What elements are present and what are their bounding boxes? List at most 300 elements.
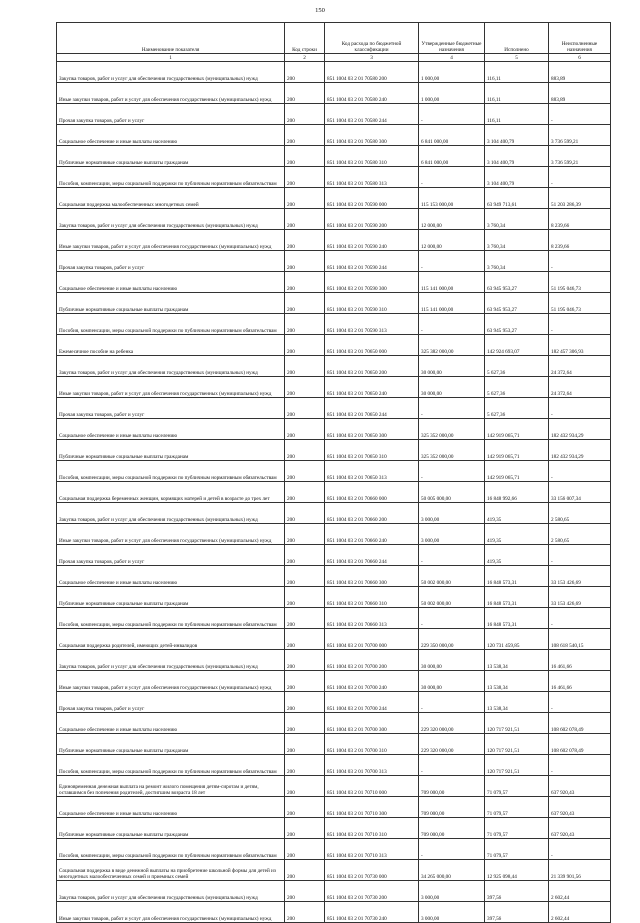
row-executed-cell: 63 949 713,61 — [485, 188, 549, 209]
row-executed-cell: 16 848 573,31 — [485, 566, 549, 587]
row-approved-cell: 3 000,00 — [419, 881, 485, 902]
table-row — [57, 692, 611, 713]
row-expense-code-cell: 851 1004 03 2 01 70660 244 — [325, 545, 419, 566]
row-approved-cell: 1 000,00 — [419, 62, 485, 83]
row-expense-code-cell: 851 1004 03 2 01 70580 310 — [325, 146, 419, 167]
row-line-code-cell: 200 — [285, 503, 325, 524]
row-approved-cell: 229 320 000,00 — [419, 713, 485, 734]
row-line-code-cell: 200 — [285, 587, 325, 608]
header-executed: Исполнено — [485, 23, 549, 54]
row-expense-code-cell: 851 1004 03 2 01 70710 300 — [325, 797, 419, 818]
row-executed-cell: 71 079,57 — [485, 818, 549, 839]
row-unexecuted-cell: 24 372,64 — [549, 356, 611, 377]
row-line-code-cell: 200 — [285, 251, 325, 272]
row-expense-code-cell: 851 1004 03 2 01 70710 313 — [325, 839, 419, 860]
row-executed-cell: 120 717 921,51 — [485, 713, 549, 734]
row-executed-cell: 120 731 459,85 — [485, 629, 549, 650]
row-line-code-cell: 200 — [285, 902, 325, 923]
row-unexecuted-cell: - — [549, 314, 611, 335]
row-line-code-cell: 200 — [285, 461, 325, 482]
row-name-cell: Прочая закупка товаров, работ и услуг — [57, 251, 285, 272]
row-executed-cell: 419,35 — [485, 503, 549, 524]
table-row — [57, 272, 611, 293]
row-unexecuted-cell: 2 580,65 — [549, 503, 611, 524]
table-row — [57, 713, 611, 734]
table-row — [57, 524, 611, 545]
row-expense-code-cell: 851 1004 03 2 01 70710 000 — [325, 776, 419, 797]
row-line-code-cell: 200 — [285, 125, 325, 146]
row-name-cell: Закупка товаров, работ и услуг для обеспечения государственных (муниципальных) нужд — [57, 650, 285, 671]
table-row — [57, 461, 611, 482]
row-expense-code-cell: 851 1004 03 2 01 70590 200 — [325, 209, 419, 230]
row-name-cell: Иные закупки товаров, работ и услуг для обеспечения государственных (муниципальных) нужд — [57, 230, 285, 251]
table-row — [57, 608, 611, 629]
row-approved-cell: 30 000,00 — [419, 650, 485, 671]
row-name-cell: Иные закупки товаров, работ и услуг для обеспечения государственных (муниципальных) нужд — [57, 83, 285, 104]
row-line-code-cell: 200 — [285, 860, 325, 881]
row-approved-cell: 229 350 000,00 — [419, 629, 485, 650]
table-row — [57, 146, 611, 167]
header-approved: Утвержденные бюджетные назначения — [419, 23, 485, 54]
row-line-code-cell: 200 — [285, 755, 325, 776]
row-executed-cell: 63 945 953,27 — [485, 272, 549, 293]
row-unexecuted-cell: 3 736 599,21 — [549, 125, 611, 146]
row-name-cell: Социальное обеспечение и иные выплаты населению — [57, 797, 285, 818]
row-executed-cell: 419,35 — [485, 545, 549, 566]
row-name-cell: Закупка товаров, работ и услуг для обеспечения государственных (муниципальных) нужд — [57, 356, 285, 377]
row-unexecuted-cell: 108 602 078,49 — [549, 734, 611, 755]
row-name-cell: Иные закупки товаров, работ и услуг для обеспечения государственных (муниципальных) нужд — [57, 377, 285, 398]
row-unexecuted-cell: 182 432 934,29 — [549, 419, 611, 440]
table-row — [57, 839, 611, 860]
row-unexecuted-cell: 883,89 — [549, 83, 611, 104]
budget-report-table — [56, 22, 611, 923]
row-executed-cell: 3 760,34 — [485, 230, 549, 251]
row-expense-code-cell: 851 1004 03 2 01 70700 244 — [325, 692, 419, 713]
row-line-code-cell: 200 — [285, 545, 325, 566]
row-line-code-cell: 200 — [285, 671, 325, 692]
row-approved-cell: 50 005 000,00 — [419, 482, 485, 503]
row-name-cell: Пособия, компенсации, меры социальной поддержки по публичным нормативным обязательствам — [57, 461, 285, 482]
row-approved-cell: - — [419, 755, 485, 776]
row-name-cell: Публичные нормативные социальные выплаты гражданам — [57, 818, 285, 839]
row-unexecuted-cell: 2 602,44 — [549, 881, 611, 902]
row-line-code-cell: 200 — [285, 482, 325, 503]
row-executed-cell: 16 848 992,66 — [485, 482, 549, 503]
row-line-code-cell: 200 — [285, 188, 325, 209]
table-row — [57, 650, 611, 671]
row-approved-cell: 50 002 000,00 — [419, 587, 485, 608]
row-line-code-cell: 200 — [285, 524, 325, 545]
row-approved-cell: - — [419, 104, 485, 125]
table-row — [57, 104, 611, 125]
row-expense-code-cell: 851 1004 03 2 01 70650 244 — [325, 398, 419, 419]
row-executed-cell: 120 717 921,51 — [485, 734, 549, 755]
table-row — [57, 314, 611, 335]
table-row — [57, 356, 611, 377]
row-name-cell: Прочая закупка товаров, работ и услуг — [57, 104, 285, 125]
row-expense-code-cell: 851 1004 03 2 01 70590 000 — [325, 188, 419, 209]
row-unexecuted-cell: 2 580,65 — [549, 524, 611, 545]
row-unexecuted-cell: - — [549, 398, 611, 419]
row-approved-cell: 709 000,00 — [419, 797, 485, 818]
row-approved-cell: - — [419, 839, 485, 860]
row-name-cell: Публичные нормативные социальные выплаты гражданам — [57, 293, 285, 314]
row-executed-cell: 13 538,34 — [485, 692, 549, 713]
table-row — [57, 671, 611, 692]
table-row — [57, 503, 611, 524]
row-line-code-cell: 200 — [285, 146, 325, 167]
row-approved-cell: - — [419, 545, 485, 566]
row-line-code-cell: 200 — [285, 62, 325, 83]
row-expense-code-cell: 851 1004 03 2 01 70580 313 — [325, 167, 419, 188]
row-approved-cell: 3 000,00 — [419, 524, 485, 545]
row-unexecuted-cell: 33 156 007,34 — [549, 482, 611, 503]
row-line-code-cell: 200 — [285, 440, 325, 461]
row-expense-code-cell: 851 1004 03 2 01 70700 300 — [325, 713, 419, 734]
row-expense-code-cell: 851 1004 03 2 01 70650 300 — [325, 419, 419, 440]
page-number: 150 — [315, 7, 325, 14]
row-line-code-cell: 200 — [285, 713, 325, 734]
row-executed-cell: 63 945 953,27 — [485, 293, 549, 314]
row-expense-code-cell: 851 1004 03 2 01 70700 200 — [325, 650, 419, 671]
row-expense-code-cell: 851 1004 03 2 01 70700 310 — [325, 734, 419, 755]
row-expense-code-cell: 851 1004 03 2 01 70590 310 — [325, 293, 419, 314]
row-unexecuted-cell: - — [549, 839, 611, 860]
column-number: 2 — [285, 54, 325, 62]
row-approved-cell: 30 000,00 — [419, 377, 485, 398]
row-approved-cell: - — [419, 608, 485, 629]
row-executed-cell: 5 627,36 — [485, 398, 549, 419]
row-expense-code-cell: 851 1004 03 2 01 70650 240 — [325, 377, 419, 398]
row-approved-cell: 325 352 000,00 — [419, 419, 485, 440]
row-expense-code-cell: 851 1004 03 2 01 70590 240 — [325, 230, 419, 251]
row-approved-cell: 3 000,00 — [419, 902, 485, 923]
row-executed-cell: 419,35 — [485, 524, 549, 545]
row-approved-cell: 115 153 000,00 — [419, 188, 485, 209]
row-approved-cell: 709 000,00 — [419, 776, 485, 797]
row-unexecuted-cell: 182 432 934,29 — [549, 440, 611, 461]
row-executed-cell: 142 924 693,07 — [485, 335, 549, 356]
row-expense-code-cell: 851 1004 03 2 01 70590 313 — [325, 314, 419, 335]
row-line-code-cell: 200 — [285, 629, 325, 650]
row-unexecuted-cell: 21 339 901,56 — [549, 860, 611, 881]
row-approved-cell: 325 352 000,00 — [419, 440, 485, 461]
column-number: 1 — [57, 54, 285, 62]
row-line-code-cell: 200 — [285, 776, 325, 797]
row-expense-code-cell: 851 1004 03 2 01 70650 313 — [325, 461, 419, 482]
row-line-code-cell: 200 — [285, 356, 325, 377]
row-approved-cell: 30 000,00 — [419, 356, 485, 377]
row-name-cell: Закупка товаров, работ и услуг для обеспечения государственных (муниципальных) нужд — [57, 881, 285, 902]
row-executed-cell: 142 919 065,71 — [485, 419, 549, 440]
row-expense-code-cell: 851 1004 03 2 01 70650 200 — [325, 356, 419, 377]
row-line-code-cell: 200 — [285, 230, 325, 251]
row-line-code-cell: 200 — [285, 881, 325, 902]
row-name-cell: Социальное обеспечение и иные выплаты населению — [57, 566, 285, 587]
row-line-code-cell: 200 — [285, 839, 325, 860]
header-unexecuted: Неисполненные назначения — [549, 23, 611, 54]
row-executed-cell: 116,11 — [485, 62, 549, 83]
row-executed-cell: 71 079,57 — [485, 776, 549, 797]
row-unexecuted-cell: - — [549, 461, 611, 482]
row-unexecuted-cell: 637 920,43 — [549, 818, 611, 839]
row-approved-cell: - — [419, 461, 485, 482]
row-expense-code-cell: 851 1004 03 2 01 70660 310 — [325, 587, 419, 608]
row-approved-cell: 6 841 000,00 — [419, 146, 485, 167]
row-expense-code-cell: 851 1004 03 2 01 70700 000 — [325, 629, 419, 650]
row-unexecuted-cell: 108 618 540,15 — [549, 629, 611, 650]
row-unexecuted-cell: 33 153 426,69 — [549, 566, 611, 587]
row-line-code-cell: 200 — [285, 167, 325, 188]
row-approved-cell: 325 382 000,00 — [419, 335, 485, 356]
row-name-cell: Публичные нормативные социальные выплаты гражданам — [57, 734, 285, 755]
row-expense-code-cell: 851 1004 03 2 01 70660 240 — [325, 524, 419, 545]
table-row — [57, 62, 611, 83]
row-line-code-cell: 200 — [285, 272, 325, 293]
table-row — [57, 734, 611, 755]
row-executed-cell: 12 925 098,44 — [485, 860, 549, 881]
column-number: 6 — [549, 54, 611, 62]
row-line-code-cell: 200 — [285, 419, 325, 440]
table-row — [57, 293, 611, 314]
row-executed-cell: 120 717 921,51 — [485, 755, 549, 776]
row-expense-code-cell: 851 1004 03 2 01 70660 000 — [325, 482, 419, 503]
row-line-code-cell: 200 — [285, 83, 325, 104]
row-executed-cell: 71 079,57 — [485, 839, 549, 860]
row-name-cell: Пособия, компенсации, меры социальной поддержки по публичным нормативным обязательствам — [57, 755, 285, 776]
table-row — [57, 797, 611, 818]
row-approved-cell: 34 265 000,00 — [419, 860, 485, 881]
row-unexecuted-cell: 637 920,43 — [549, 797, 611, 818]
column-number: 5 — [485, 54, 549, 62]
row-unexecuted-cell: 182 457 306,93 — [549, 335, 611, 356]
row-approved-cell: 6 841 000,00 — [419, 125, 485, 146]
table-row — [57, 83, 611, 104]
table-row — [57, 566, 611, 587]
table-row — [57, 188, 611, 209]
row-line-code-cell: 200 — [285, 398, 325, 419]
row-executed-cell: 116,11 — [485, 83, 549, 104]
header-expense-code: Код расхода по бюджетной классификации — [325, 23, 419, 54]
row-name-cell: Прочая закупка товаров, работ и услуг — [57, 398, 285, 419]
row-name-cell: Иные закупки товаров, работ и услуг для обеспечения государственных (муниципальных) нужд — [57, 671, 285, 692]
row-unexecuted-cell: 3 736 599,21 — [549, 146, 611, 167]
row-approved-cell: 30 000,00 — [419, 671, 485, 692]
table-row — [57, 629, 611, 650]
row-line-code-cell: 200 — [285, 818, 325, 839]
row-executed-cell: 397,56 — [485, 902, 549, 923]
row-executed-cell: 397,56 — [485, 881, 549, 902]
table-row — [57, 545, 611, 566]
row-line-code-cell: 200 — [285, 104, 325, 125]
row-executed-cell: 71 079,57 — [485, 797, 549, 818]
row-name-cell: Иные закупки товаров, работ и услуг для обеспечения государственных (муниципальных) нужд — [57, 524, 285, 545]
row-name-cell: Прочая закупка товаров, работ и услуг — [57, 545, 285, 566]
table-body — [57, 62, 611, 923]
row-unexecuted-cell: - — [549, 251, 611, 272]
table-row — [57, 167, 611, 188]
row-executed-cell: 5 627,36 — [485, 356, 549, 377]
row-unexecuted-cell: 16 461,66 — [549, 650, 611, 671]
header-line-code: Код строки — [285, 23, 325, 54]
row-expense-code-cell: 851 1004 03 2 01 70660 313 — [325, 608, 419, 629]
row-name-cell: Публичные нормативные социальные выплаты гражданам — [57, 587, 285, 608]
row-unexecuted-cell: 51 203 286,39 — [549, 188, 611, 209]
row-unexecuted-cell: - — [549, 608, 611, 629]
row-name-cell: Социальное обеспечение и иные выплаты населению — [57, 419, 285, 440]
table-row — [57, 419, 611, 440]
row-expense-code-cell: 851 1004 03 2 01 70730 200 — [325, 881, 419, 902]
row-name-cell: Социальное обеспечение и иные выплаты населению — [57, 125, 285, 146]
table-row — [57, 440, 611, 461]
row-expense-code-cell: 851 1004 03 2 01 70650 310 — [325, 440, 419, 461]
table-row — [57, 398, 611, 419]
row-line-code-cell: 200 — [285, 377, 325, 398]
row-name-cell: Единовременная денежная выплата на ремонт жилого помещения детям-сиротам и детям, оставшимся без попечения родителей, достигшим возраста 18 лет — [57, 776, 285, 797]
row-approved-cell: 12 000,00 — [419, 209, 485, 230]
row-expense-code-cell: 851 1004 03 2 01 70590 244 — [325, 251, 419, 272]
row-approved-cell: 3 000,00 — [419, 503, 485, 524]
row-line-code-cell: 200 — [285, 335, 325, 356]
row-name-cell: Публичные нормативные социальные выплаты гражданам — [57, 440, 285, 461]
column-number: 4 — [419, 54, 485, 62]
row-expense-code-cell: 851 1004 03 2 01 70700 240 — [325, 671, 419, 692]
row-unexecuted-cell: 637 920,43 — [549, 776, 611, 797]
row-line-code-cell: 200 — [285, 566, 325, 587]
row-approved-cell: 709 000,00 — [419, 818, 485, 839]
row-name-cell: Иные закупки товаров, работ и услуг для обеспечения государственных (муниципальных) нужд — [57, 902, 285, 923]
row-approved-cell: 229 320 000,00 — [419, 734, 485, 755]
row-name-cell: Социальная поддержка беременных женщин, кормящих матерей и детей в возрасте до трех лет — [57, 482, 285, 503]
table-row — [57, 209, 611, 230]
row-unexecuted-cell: 16 461,66 — [549, 671, 611, 692]
row-expense-code-cell: 851 1004 03 2 01 70730 000 — [325, 860, 419, 881]
table-row — [57, 377, 611, 398]
row-unexecuted-cell: 51 195 046,73 — [549, 272, 611, 293]
row-name-cell: Публичные нормативные социальные выплаты гражданам — [57, 146, 285, 167]
table-row — [57, 587, 611, 608]
row-approved-cell: 115 141 000,00 — [419, 293, 485, 314]
row-approved-cell: - — [419, 167, 485, 188]
row-line-code-cell: 200 — [285, 734, 325, 755]
table-row — [57, 881, 611, 902]
row-expense-code-cell: 851 1004 03 2 01 70650 000 — [325, 335, 419, 356]
table-row — [57, 230, 611, 251]
row-approved-cell: 12 000,00 — [419, 230, 485, 251]
row-unexecuted-cell: - — [549, 755, 611, 776]
table-row — [57, 755, 611, 776]
row-line-code-cell: 200 — [285, 650, 325, 671]
row-executed-cell: 63 945 953,27 — [485, 314, 549, 335]
row-executed-cell: 142 919 065,71 — [485, 461, 549, 482]
row-name-cell: Прочая закупка товаров, работ и услуг — [57, 692, 285, 713]
row-unexecuted-cell: 2 602,44 — [549, 902, 611, 923]
row-executed-cell: 3 104 400,79 — [485, 167, 549, 188]
row-unexecuted-cell: 51 195 046,73 — [549, 293, 611, 314]
row-approved-cell: - — [419, 398, 485, 419]
row-name-cell: Пособия, компенсации, меры социальной поддержки по публичным нормативным обязательствам — [57, 167, 285, 188]
row-expense-code-cell: 851 1004 03 2 01 70660 200 — [325, 503, 419, 524]
row-expense-code-cell: 851 1004 03 2 01 70580 200 — [325, 62, 419, 83]
row-approved-cell: - — [419, 692, 485, 713]
table-row — [57, 860, 611, 881]
row-name-cell: Пособия, компенсации, меры социальной поддержки по публичным нормативным обязательствам — [57, 608, 285, 629]
row-expense-code-cell: 851 1004 03 2 01 70590 300 — [325, 272, 419, 293]
row-approved-cell: - — [419, 251, 485, 272]
row-executed-cell: 142 919 065,71 — [485, 440, 549, 461]
table-row — [57, 776, 611, 797]
row-unexecuted-cell: - — [549, 692, 611, 713]
row-expense-code-cell: 851 1004 03 2 01 70710 310 — [325, 818, 419, 839]
row-expense-code-cell: 851 1004 03 2 01 70700 313 — [325, 755, 419, 776]
row-executed-cell: 3 760,34 — [485, 209, 549, 230]
row-line-code-cell: 200 — [285, 314, 325, 335]
row-approved-cell: 50 002 000,00 — [419, 566, 485, 587]
row-approved-cell: 115 141 000,00 — [419, 272, 485, 293]
row-line-code-cell: 200 — [285, 293, 325, 314]
column-number: 3 — [325, 54, 419, 62]
row-unexecuted-cell: - — [549, 167, 611, 188]
row-name-cell: Социальная поддержка в виде денежной выплаты на приобретение школьной формы для детей из многодетных малообеспеченных семей и приемных семей — [57, 860, 285, 881]
row-line-code-cell: 200 — [285, 209, 325, 230]
row-executed-cell: 116,11 — [485, 104, 549, 125]
row-approved-cell: - — [419, 314, 485, 335]
row-name-cell: Закупка товаров, работ и услуг для обеспечения государственных (муниципальных) нужд — [57, 209, 285, 230]
row-name-cell: Пособия, компенсации, меры социальной поддержки по публичным нормативным обязательствам — [57, 839, 285, 860]
row-expense-code-cell: 851 1004 03 2 01 70730 240 — [325, 902, 419, 923]
row-expense-code-cell: 851 1004 03 2 01 70580 300 — [325, 125, 419, 146]
table-row — [57, 335, 611, 356]
row-expense-code-cell: 851 1004 03 2 01 70660 300 — [325, 566, 419, 587]
row-unexecuted-cell: 8 239,66 — [549, 209, 611, 230]
row-expense-code-cell: 851 1004 03 2 01 70580 240 — [325, 83, 419, 104]
table-row — [57, 482, 611, 503]
row-name-cell: Пособия, компенсации, меры социальной поддержки по публичным нормативным обязательствам — [57, 314, 285, 335]
row-unexecuted-cell: 33 153 426,69 — [549, 587, 611, 608]
row-executed-cell: 5 627,36 — [485, 377, 549, 398]
table-row — [57, 125, 611, 146]
header-row — [57, 23, 611, 54]
row-unexecuted-cell: 24 372,64 — [549, 377, 611, 398]
row-unexecuted-cell: - — [549, 104, 611, 125]
row-name-cell: Закупка товаров, работ и услуг для обеспечения государственных (муниципальных) нужд — [57, 62, 285, 83]
row-name-cell: Социальная поддержка родителей, имеющих детей-инвалидов — [57, 629, 285, 650]
row-line-code-cell: 200 — [285, 608, 325, 629]
table-row — [57, 251, 611, 272]
row-unexecuted-cell: 108 602 078,49 — [549, 713, 611, 734]
row-expense-code-cell: 851 1004 03 2 01 70580 244 — [325, 104, 419, 125]
row-name-cell: Социальная поддержка малообеспеченных многодетных семей — [57, 188, 285, 209]
row-name-cell: Социальное обеспечение и иные выплаты населению — [57, 272, 285, 293]
row-approved-cell: 1 000,00 — [419, 83, 485, 104]
row-name-cell: Ежемесячное пособие на ребенка — [57, 335, 285, 356]
row-name-cell: Социальное обеспечение и иные выплаты населению — [57, 713, 285, 734]
row-executed-cell: 16 848 573,31 — [485, 608, 549, 629]
column-number-row — [57, 54, 611, 62]
table-row — [57, 818, 611, 839]
row-unexecuted-cell: - — [549, 545, 611, 566]
row-unexecuted-cell: 8 239,66 — [549, 230, 611, 251]
row-line-code-cell: 200 — [285, 797, 325, 818]
row-unexecuted-cell: 883,89 — [549, 62, 611, 83]
row-executed-cell: 3 104 400,79 — [485, 146, 549, 167]
row-executed-cell: 3 104 400,79 — [485, 125, 549, 146]
row-executed-cell: 3 760,34 — [485, 251, 549, 272]
header-indicator-name: Наименование показателя — [57, 23, 285, 54]
row-executed-cell: 13 538,34 — [485, 671, 549, 692]
row-line-code-cell: 200 — [285, 692, 325, 713]
